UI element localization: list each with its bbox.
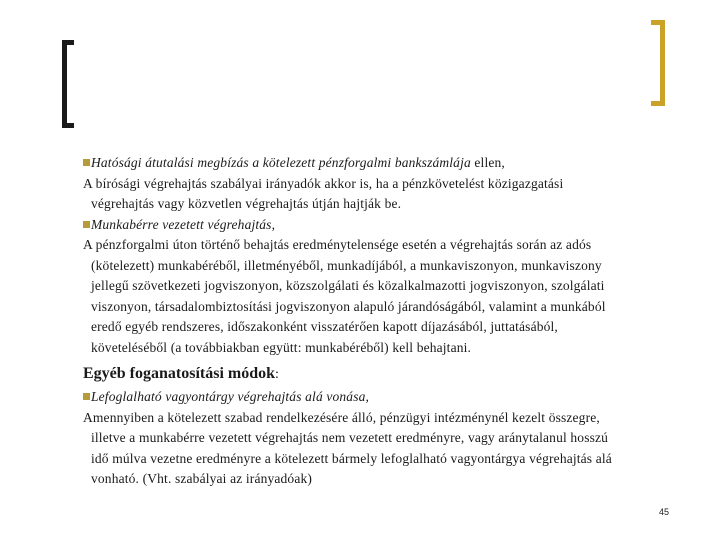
paragraph-line: követeléséből (a továbbiakban együtt: munkabéréből) kell behajtani. xyxy=(91,339,472,355)
bullet-text: ellen, xyxy=(470,155,505,170)
right-bracket-decoration xyxy=(651,20,665,106)
heading-colon: : xyxy=(275,367,279,382)
paragraph-line: Amennyiben a kötelezett szabad rendelkezésére álló, pénzügyi intézménynél kezelt összegre, xyxy=(83,409,600,425)
paragraph-line: viszonyon, társadalombiztosítási jogviszonyon alapuló járandóságából, valamint a munkából xyxy=(91,298,606,314)
square-bullet-icon xyxy=(83,159,90,166)
bullet-item-asset-seizure xyxy=(79,387,695,408)
paragraph-line: vonható. (Vht. szabályai az irányadóak) xyxy=(91,471,313,486)
heading-text: Egyéb foganatosítási módok xyxy=(83,365,276,382)
paragraph-line: eredő egyéb rendszeres, időszakonként visszatérően kapott díjazásából, juttatásából, xyxy=(91,319,558,334)
page-number: 45 xyxy=(659,507,670,517)
paragraph-line: illetve a munkabérre vezetett végrehajtás nem vezetett eredményre, vagy aránytalanul hosszú xyxy=(91,430,609,445)
bullet-text-italic: Hatósági átutalási megbízás a kötelezett pénzforgalmi bankszámlája xyxy=(91,155,471,170)
square-bullet-icon xyxy=(83,221,90,228)
square-bullet-icon xyxy=(83,393,90,400)
section-heading xyxy=(83,362,695,387)
paragraph-line: végrehajtás vagy közvetlen végrehajtás útján hajtják be. xyxy=(91,196,402,211)
bullet-text-italic: Lefoglalható vagyontárgy végrehajtás alá vonása, xyxy=(91,389,370,404)
bullet-item-transfer-order xyxy=(79,153,695,174)
left-bracket-decoration xyxy=(62,40,74,128)
paragraph-line: A bírósági végrehajtás szabályai irányadók akkor is, ha a pénzkövetelést közigazgatási xyxy=(83,175,564,191)
paragraph-line: idő múlva vezetne eredményre a kötelezett bármely lefoglalható vagyontárgya végrehajtás alá xyxy=(91,450,612,466)
bullet-item-wage-enforcement xyxy=(79,215,695,236)
paragraph-line: A pénzforgalmi úton történő behajtás eredménytelensége esetén a végrehajtás során az adós xyxy=(83,237,592,252)
slide-body xyxy=(83,153,695,490)
paragraph-line: (kötelezett) munkabéréből, illetményéből, munkadíjából, a munkaviszonyon, munkaviszony xyxy=(91,257,602,273)
paragraph-line: jellegű szövetkezeti jogviszonyon, közszolgálati és közalkalmazotti jogviszonyon, szolgálati xyxy=(91,278,605,293)
bullet-text-italic: Munkabérre vezetett végrehajtás, xyxy=(91,216,276,232)
